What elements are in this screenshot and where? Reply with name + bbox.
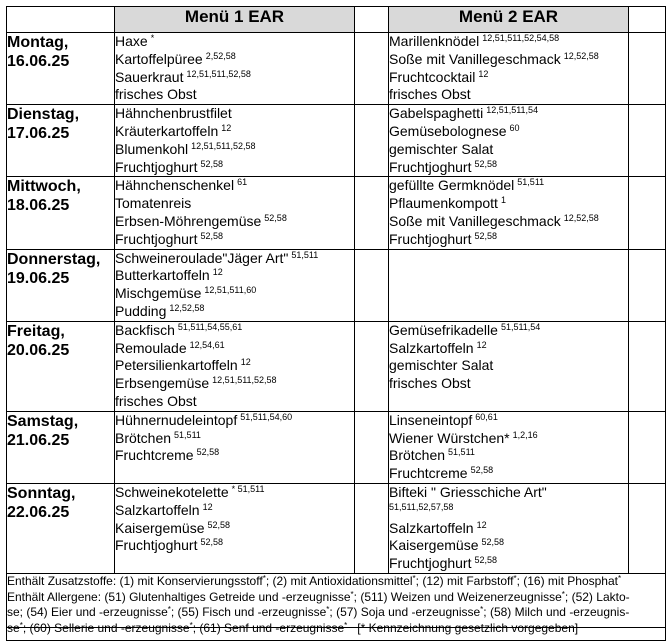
dish-item (389, 447, 628, 465)
empty-cell (355, 411, 389, 483)
dish-item (115, 447, 354, 465)
date-label: 16.06.25 (7, 53, 70, 70)
dish-item (115, 86, 354, 104)
dish-name: Fruchtjoghurt (115, 158, 198, 175)
empty-cell (355, 177, 389, 249)
day-row (7, 483, 666, 573)
dish-name: Remoulade (115, 339, 187, 356)
day-row (7, 411, 666, 483)
allergen-codes: 12,51,511,60 (204, 285, 257, 296)
menu2-cell (389, 105, 629, 177)
dish-item (389, 430, 628, 448)
dish-name: Fruchtcreme (115, 447, 194, 464)
dish-name: Fruchtjoghurt (389, 555, 472, 572)
dish-item (389, 357, 628, 375)
dish-item (115, 231, 354, 249)
dish-item (389, 484, 628, 502)
allergen-codes: 12 (240, 357, 251, 368)
allergen-codes: 12,51,511,52,58 (191, 140, 256, 151)
allergen-codes: 12 (476, 339, 487, 350)
allergen-codes: 52,58 (200, 537, 224, 548)
allergen-codes: 51,511 (291, 249, 319, 260)
date-label: 22.06.25 (7, 503, 70, 521)
allergen-codes: 52,58 (200, 230, 224, 241)
menu1-cell (115, 321, 355, 411)
day-row (7, 249, 666, 321)
dish-item (115, 141, 354, 159)
header-row (7, 7, 666, 33)
dish-name: Gabelspaghetti (389, 105, 484, 122)
dish-item (389, 231, 628, 249)
footnote-text: ; (58) Milch und -erzeugnis- (483, 605, 630, 620)
allergen-codes: * (150, 33, 155, 43)
allergen-codes: 52,58 (207, 519, 231, 530)
dish-name: Tomatenreis (115, 195, 192, 212)
allergen-codes: 52,58 (474, 158, 498, 169)
dish-item (389, 555, 628, 573)
day-row (7, 177, 666, 249)
footnote-marker: * (350, 589, 354, 599)
dish-name: gemischter Salat (389, 357, 494, 374)
dish-name: gemischter Salat (389, 140, 494, 157)
allergen-codes: 52,58 (481, 537, 505, 548)
dish-item (115, 322, 354, 340)
allergen-codes: 12 (202, 501, 213, 512)
dish-name: Gemüsefrikadelle (389, 321, 498, 338)
dish-name: Kartoffelpüree (115, 50, 203, 67)
dish-item (389, 322, 628, 340)
menu2-cell (389, 33, 629, 105)
allergen-codes: 52,58 (474, 555, 498, 566)
dish-name: Erbsen-Möhrengemüse (115, 212, 262, 229)
allergen-codes: 2,52,58 (205, 50, 236, 61)
allergen-codes: 12 (476, 519, 487, 530)
date-label: 19.06.25 (7, 269, 70, 287)
footnote-line (7, 621, 665, 637)
footnote-text: se (7, 620, 20, 635)
menu1-cell (115, 177, 355, 249)
allergen-codes: 52,58 (470, 465, 494, 476)
empty-cell (355, 249, 389, 321)
footnote-text: ; (55) Fisch und -erzeugnisse (170, 605, 327, 620)
empty-cell (355, 321, 389, 411)
dish-name: Fruchtjoghurt (115, 230, 198, 247)
allergen-codes: 52,58 (200, 158, 224, 169)
allergen-codes: 12 (212, 267, 223, 278)
dish-item (115, 267, 354, 285)
allergen-codes: 12,52,58 (169, 302, 205, 313)
empty-cell (629, 177, 666, 249)
header-menu1: Menü 1 EAR (115, 7, 355, 33)
dish-item (115, 33, 354, 51)
dish-item (389, 412, 628, 430)
empty-cell (355, 105, 389, 177)
weekday-label: Donnerstag, (7, 250, 101, 268)
dish-name: Gemüsebolognese (389, 122, 507, 139)
day-row (7, 321, 666, 411)
footnote-text: ; (61) Senf und -erzeugnisse (192, 620, 345, 635)
dish-item (115, 105, 354, 123)
dish-item (115, 430, 354, 448)
footnote-legend (7, 573, 666, 640)
day-cell (7, 321, 115, 411)
menu1-cell (115, 483, 355, 573)
dish-name: Erbsengemüse (115, 375, 210, 392)
date-label: 17.06.25 (7, 125, 70, 143)
dish-item (115, 375, 354, 393)
dish-item (389, 86, 628, 104)
dish-item (115, 357, 354, 375)
dish-name: Salzkartoffeln (389, 519, 474, 536)
dish-item (115, 520, 354, 538)
dish-name: Brötchen (389, 447, 446, 464)
menu2-cell (389, 483, 629, 573)
allergen-codes: 51,511,54,55,61 (177, 321, 243, 332)
footnote-text: Enthält Allergene: (51) Glutenhaltiges Getreide und -erzeugnisse (7, 589, 351, 604)
footnote-text: ; (57) Soja und -erzeugnisse (329, 605, 481, 620)
footnote-marker: * (480, 605, 484, 615)
dish-item (115, 393, 354, 411)
dish-item (115, 123, 354, 141)
date-label: 20.06.25 (7, 341, 70, 359)
dish-item (389, 33, 628, 51)
footnote-text: Enthält Zusatzstoffe: (1) mit Konservierungsstoff (7, 573, 263, 588)
dish-item (115, 51, 354, 69)
footnote-marker: * (513, 573, 517, 583)
dish-item (115, 159, 354, 177)
day-cell (7, 177, 115, 249)
dish-name: Kaisergemüse (115, 519, 205, 536)
allergen-codes: 51,511 (517, 177, 545, 188)
dish-name: frisches Obst (115, 392, 197, 409)
footer-row (7, 573, 666, 640)
weekday-label: Dienstag, (7, 106, 80, 124)
footnote-line (7, 605, 665, 621)
dish-item (115, 537, 354, 555)
empty-cell (629, 321, 666, 411)
dish-name: frisches Obst (389, 86, 471, 103)
empty-cell (355, 33, 389, 105)
allergen-codes: 51,511,52,57,58 (389, 501, 454, 512)
dish-name: Fruchtjoghurt (115, 537, 198, 554)
dish-item (389, 195, 628, 213)
dish-item (389, 520, 628, 538)
dish-item (115, 285, 354, 303)
allergen-codes: 51,511,54,60 (240, 411, 293, 422)
allergen-codes: 51,511,54 (500, 321, 541, 332)
footnote-marker: * (262, 573, 266, 583)
dish-name: Mischgemüse (115, 285, 202, 302)
weekday-label: Sonntag, (7, 484, 76, 502)
allergen-codes: 12,51,511,52,58 (212, 375, 277, 386)
dish-name: Fruchtjoghurt (389, 158, 472, 175)
dish-item (115, 340, 354, 358)
dish-item (115, 213, 354, 231)
dish-item (389, 340, 628, 358)
dish-item (389, 159, 628, 177)
footnote-marker: * (412, 573, 416, 583)
footnote-line (7, 590, 665, 606)
allergen-codes: 12 (221, 122, 232, 133)
allergen-codes: 52,58 (264, 212, 287, 223)
allergen-codes: 52,58 (196, 447, 220, 458)
dish-item (389, 123, 628, 141)
dish-name: Linseneintopf (389, 411, 473, 428)
dish-name: Soße mit Vanillegeschmack (389, 212, 561, 229)
footnote-text: ; (12) mit Farbstoff (415, 573, 514, 588)
day-cell (7, 33, 115, 105)
dish-item (115, 177, 354, 195)
day-cell (7, 483, 115, 573)
menu-body (7, 33, 666, 574)
dish-item (389, 69, 628, 87)
allergen-codes: 52,58 (474, 230, 498, 241)
allergen-codes: 1,2,16 (512, 429, 538, 440)
dish-item (115, 69, 354, 87)
allergen-codes: 61 (237, 177, 248, 188)
allergen-codes: 60,61 (475, 411, 498, 422)
menu2-cell (389, 249, 629, 321)
weekday-label: Samstag, (7, 412, 79, 430)
day-row (7, 105, 666, 177)
menu2-cell (389, 321, 629, 411)
allergen-codes: 12,51,511,52,58 (186, 68, 251, 79)
footnote-text: ; (16) mit Phosphat (516, 573, 618, 588)
dish-item (389, 375, 628, 393)
footnote-marker: * (561, 589, 565, 599)
dish-name: Schweineroulade"Jäger Art" (115, 249, 289, 266)
footnote-marker: * (617, 573, 622, 583)
dish-name: Butterkartoffeln (115, 267, 210, 284)
header-day-cell (7, 7, 115, 33)
dish-name: Haxe (115, 33, 148, 49)
day-row (7, 33, 666, 105)
menu-table (6, 6, 666, 641)
footnote-marker: * (326, 605, 330, 615)
allergen-codes: 12,51,511,54 (486, 105, 539, 116)
dish-item (389, 141, 628, 159)
date-label: 21.06.25 (7, 431, 70, 449)
dish-name: Blumenkohl (115, 140, 189, 157)
weekday-label: Mittwoch, (7, 178, 81, 196)
dish-name: Kräuterkartoffeln (115, 122, 219, 139)
allergen-codes: 1 (500, 195, 506, 206)
dish-item (389, 105, 628, 123)
dish-item (115, 484, 354, 502)
dish-item (389, 177, 628, 195)
footnote-text: ; (511) Weizen und Weizenerzeugnisse (353, 589, 562, 604)
header-gap-1 (355, 7, 389, 33)
dish-name: Hühnernudeleintopf (115, 411, 238, 428)
menu1-cell (115, 33, 355, 105)
allergen-codes: 12,52,58 (563, 212, 599, 223)
footnote-text: se; (54) Eier und -erzeugnisse (7, 605, 168, 620)
dish-name: frisches Obst (115, 86, 197, 103)
footnote-marker: * (19, 620, 23, 630)
empty-cell (355, 483, 389, 573)
footnote-text: ; (60) Sellerie und -erzeugnisse (22, 620, 190, 635)
footnote-text: [* Kennzeichnung gesetzlich vorgegeben] (347, 620, 579, 635)
allergen-codes: 12,54,61 (189, 339, 225, 350)
menu2-cell (389, 411, 629, 483)
menu1-cell (115, 249, 355, 321)
dish-item (389, 537, 628, 555)
dish-name: Salzkartoffeln (389, 339, 474, 356)
dish-name: Salzkartoffeln (115, 501, 200, 518)
dish-name: Petersilienkartoffeln (115, 357, 238, 374)
day-cell (7, 411, 115, 483)
allergen-codes: 51,511 (448, 447, 475, 458)
menu2-cell (389, 177, 629, 249)
dish-name: Fruchtjoghurt (389, 230, 472, 247)
dish-name: Sauerkraut (115, 68, 184, 85)
allergen-codes: 12,52,58 (563, 50, 599, 61)
dish-name: Fruchtcocktail (389, 68, 476, 85)
dish-name: Pflaumenkompott (389, 195, 498, 212)
dish-item (115, 412, 354, 430)
empty-cell (629, 411, 666, 483)
day-cell (7, 105, 115, 177)
allergen-codes: 60 (509, 122, 520, 133)
footnote-text: ; (2) mit Antioxidationsmittel (265, 573, 413, 588)
footnote-text: ; (52) Lakto- (564, 589, 630, 604)
allergen-codes: * 51,511 (231, 483, 265, 494)
dish-name: Kaisergemüse (389, 537, 479, 554)
dish-name: Pudding (115, 302, 167, 319)
dish-name: frisches Obst (389, 375, 471, 392)
dish-item (389, 465, 628, 483)
footnote-marker: * (344, 620, 348, 630)
dish-name: Hähnchenschenkel (115, 177, 235, 194)
day-cell (7, 249, 115, 321)
header-gap-2 (629, 7, 666, 33)
dish-name: Marillenknödel (389, 33, 480, 49)
footnote-marker: * (167, 605, 171, 615)
dish-name: gefüllte Germknödel (389, 177, 515, 194)
dish-item (115, 195, 354, 213)
weekday-label: Montag, (7, 34, 69, 51)
footnote-marker: * (189, 620, 193, 630)
menu1-cell (115, 411, 355, 483)
dish-name: Bifteki " Griesschiche Art" (389, 483, 547, 500)
dish-item (389, 213, 628, 231)
menu-sheet (6, 6, 666, 635)
header-menu2: Menü 2 EAR (389, 7, 629, 33)
empty-cell (629, 249, 666, 321)
dish-name: Wiener Würstchen* (389, 429, 510, 446)
dish-name: Hähnchenbrustfilet (115, 105, 232, 122)
allergen-codes: 12,51,511,52,54,58 (482, 33, 560, 43)
dish-item (389, 51, 628, 69)
allergen-codes: 12 (478, 68, 489, 79)
dish-item (389, 502, 628, 520)
dish-item (115, 250, 354, 268)
empty-cell (629, 105, 666, 177)
allergen-codes: 51,511 (174, 429, 201, 440)
dish-item (115, 502, 354, 520)
empty-cell (629, 33, 666, 105)
empty-cell (629, 483, 666, 573)
footnote-line (7, 574, 665, 590)
dish-name: Brötchen (115, 429, 172, 446)
dish-name: Backfisch (115, 321, 175, 338)
dish-name: Fruchtcreme (389, 465, 468, 482)
weekday-label: Freitag, (7, 322, 65, 340)
dish-name: Soße mit Vanillegeschmack (389, 50, 561, 67)
menu1-cell (115, 105, 355, 177)
dish-name: Schweinekotelette (115, 483, 229, 500)
date-label: 18.06.25 (7, 197, 70, 215)
dish-item (115, 303, 354, 321)
